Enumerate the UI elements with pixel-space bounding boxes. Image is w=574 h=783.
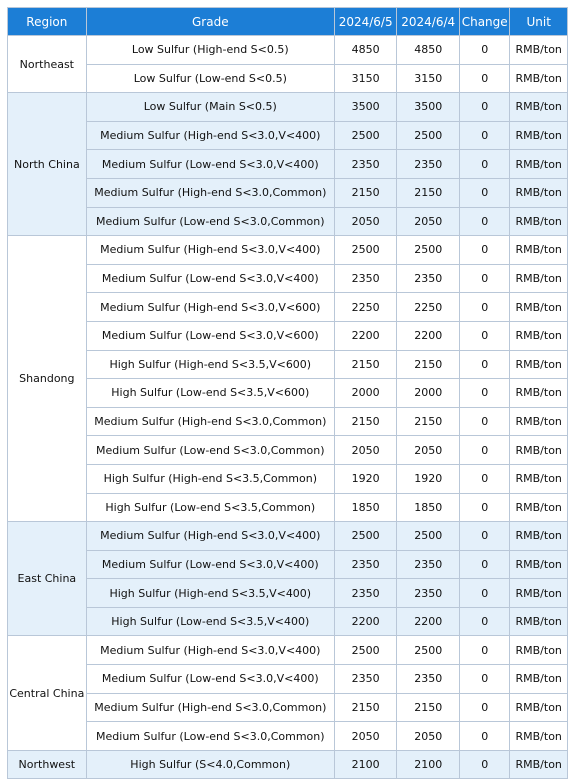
- unit-cell: RMB/ton: [510, 36, 568, 65]
- table-row: [8, 579, 568, 608]
- table-row: [8, 693, 568, 722]
- price-current-cell: 2100: [334, 750, 397, 779]
- grade-cell: Low Sulfur (Low-end S<0.5): [86, 64, 334, 93]
- table-row: [8, 636, 568, 665]
- region-cell: Northeast: [8, 36, 87, 93]
- region-cell: Shandong: [8, 236, 87, 522]
- unit-cell: RMB/ton: [510, 236, 568, 265]
- unit-cell: RMB/ton: [510, 550, 568, 579]
- price-previous-cell: 2500: [397, 636, 460, 665]
- change-cell: 0: [459, 64, 509, 93]
- change-cell: 0: [459, 36, 509, 65]
- grade-cell: Low Sulfur (Main S<0.5): [86, 93, 334, 122]
- price-current-cell: 2350: [334, 264, 397, 293]
- header-grade: Grade: [86, 8, 334, 36]
- table-row: [8, 350, 568, 379]
- unit-cell: RMB/ton: [510, 493, 568, 522]
- price-current-cell: 2050: [334, 722, 397, 751]
- unit-cell: RMB/ton: [510, 722, 568, 751]
- price-previous-cell: 1920: [397, 464, 460, 493]
- grade-cell: Medium Sulfur (High-end S<3.0,V<600): [86, 293, 334, 322]
- price-previous-cell: 2100: [397, 750, 460, 779]
- header-date-current: 2024/6/5: [334, 8, 397, 36]
- table-body: [8, 36, 568, 779]
- change-cell: 0: [459, 665, 509, 694]
- grade-cell: Medium Sulfur (Low-end S<3.0,V<400): [86, 264, 334, 293]
- grade-cell: Medium Sulfur (High-end S<3.0,Common): [86, 693, 334, 722]
- table-row: [8, 379, 568, 408]
- grade-cell: Medium Sulfur (High-end S<3.0,V<400): [86, 121, 334, 150]
- grade-cell: Medium Sulfur (Low-end S<3.0,V<400): [86, 550, 334, 579]
- price-table-container: [7, 7, 568, 779]
- unit-cell: RMB/ton: [510, 150, 568, 179]
- change-cell: 0: [459, 264, 509, 293]
- price-current-cell: 2350: [334, 550, 397, 579]
- header-date-previous: 2024/6/4: [397, 8, 460, 36]
- unit-cell: RMB/ton: [510, 407, 568, 436]
- price-current-cell: 2050: [334, 436, 397, 465]
- grade-cell: High Sulfur (Low-end S<3.5,Common): [86, 493, 334, 522]
- table-row: [8, 207, 568, 236]
- table-row: [8, 93, 568, 122]
- price-current-cell: 3150: [334, 64, 397, 93]
- price-current-cell: 1920: [334, 464, 397, 493]
- price-previous-cell: 1850: [397, 493, 460, 522]
- unit-cell: RMB/ton: [510, 436, 568, 465]
- price-previous-cell: 2050: [397, 207, 460, 236]
- price-current-cell: 1850: [334, 493, 397, 522]
- grade-cell: Medium Sulfur (Low-end S<3.0,Common): [86, 207, 334, 236]
- price-current-cell: 2200: [334, 321, 397, 350]
- table-row: [8, 522, 568, 551]
- unit-cell: RMB/ton: [510, 665, 568, 694]
- unit-cell: RMB/ton: [510, 579, 568, 608]
- grade-cell: Medium Sulfur (Low-end S<3.0,Common): [86, 436, 334, 465]
- price-current-cell: 2500: [334, 522, 397, 551]
- table-row: [8, 407, 568, 436]
- header-region: Region: [8, 8, 87, 36]
- table-row: [8, 464, 568, 493]
- change-cell: 0: [459, 350, 509, 379]
- change-cell: 0: [459, 407, 509, 436]
- price-previous-cell: 2150: [397, 178, 460, 207]
- change-cell: 0: [459, 178, 509, 207]
- price-previous-cell: 3500: [397, 93, 460, 122]
- price-current-cell: 2150: [334, 407, 397, 436]
- grade-cell: High Sulfur (Low-end S<3.5,V<600): [86, 379, 334, 408]
- price-current-cell: 2200: [334, 607, 397, 636]
- change-cell: 0: [459, 579, 509, 608]
- change-cell: 0: [459, 693, 509, 722]
- price-previous-cell: 2350: [397, 264, 460, 293]
- region-cell: Northwest: [8, 750, 87, 779]
- price-current-cell: 4850: [334, 36, 397, 65]
- grade-cell: High Sulfur (High-end S<3.5,Common): [86, 464, 334, 493]
- change-cell: 0: [459, 607, 509, 636]
- table-row: [8, 178, 568, 207]
- price-current-cell: 2150: [334, 178, 397, 207]
- price-previous-cell: 2200: [397, 321, 460, 350]
- price-previous-cell: 2050: [397, 722, 460, 751]
- price-current-cell: 2350: [334, 150, 397, 179]
- price-current-cell: 2350: [334, 579, 397, 608]
- price-previous-cell: 2500: [397, 121, 460, 150]
- unit-cell: RMB/ton: [510, 293, 568, 322]
- unit-cell: RMB/ton: [510, 636, 568, 665]
- price-previous-cell: 2050: [397, 436, 460, 465]
- grade-cell: Medium Sulfur (High-end S<3.0,V<400): [86, 636, 334, 665]
- table-row: [8, 236, 568, 265]
- change-cell: 0: [459, 464, 509, 493]
- price-current-cell: 2150: [334, 693, 397, 722]
- unit-cell: RMB/ton: [510, 750, 568, 779]
- change-cell: 0: [459, 522, 509, 551]
- grade-cell: Medium Sulfur (High-end S<3.0,Common): [86, 407, 334, 436]
- table-row: [8, 150, 568, 179]
- price-current-cell: 3500: [334, 93, 397, 122]
- header-unit: Unit: [510, 8, 568, 36]
- price-current-cell: 2500: [334, 236, 397, 265]
- table-row: [8, 436, 568, 465]
- unit-cell: RMB/ton: [510, 607, 568, 636]
- header-change: Change: [459, 8, 509, 36]
- change-cell: 0: [459, 93, 509, 122]
- table-row: [8, 293, 568, 322]
- price-previous-cell: 2250: [397, 293, 460, 322]
- price-current-cell: 2500: [334, 636, 397, 665]
- table-row: [8, 64, 568, 93]
- change-cell: 0: [459, 550, 509, 579]
- price-previous-cell: 4850: [397, 36, 460, 65]
- price-previous-cell: 2150: [397, 350, 460, 379]
- change-cell: 0: [459, 750, 509, 779]
- price-previous-cell: 2000: [397, 379, 460, 408]
- change-cell: 0: [459, 722, 509, 751]
- grade-cell: Medium Sulfur (High-end S<3.0,Common): [86, 178, 334, 207]
- unit-cell: RMB/ton: [510, 321, 568, 350]
- grade-cell: Medium Sulfur (Low-end S<3.0,V<400): [86, 150, 334, 179]
- unit-cell: RMB/ton: [510, 693, 568, 722]
- price-previous-cell: 3150: [397, 64, 460, 93]
- table-header-row: [8, 8, 568, 36]
- change-cell: 0: [459, 150, 509, 179]
- price-current-cell: 2150: [334, 350, 397, 379]
- region-cell: North China: [8, 93, 87, 236]
- unit-cell: RMB/ton: [510, 121, 568, 150]
- unit-cell: RMB/ton: [510, 93, 568, 122]
- region-cell: East China: [8, 522, 87, 636]
- grade-cell: Medium Sulfur (High-end S<3.0,V<400): [86, 236, 334, 265]
- table-row: [8, 750, 568, 779]
- change-cell: 0: [459, 207, 509, 236]
- table-row: [8, 121, 568, 150]
- table-row: [8, 36, 568, 65]
- price-previous-cell: 2150: [397, 407, 460, 436]
- table-row: [8, 550, 568, 579]
- grade-cell: Medium Sulfur (High-end S<3.0,V<400): [86, 522, 334, 551]
- price-previous-cell: 2350: [397, 550, 460, 579]
- region-cell: Central China: [8, 636, 87, 750]
- grade-cell: High Sulfur (High-end S<3.5,V<600): [86, 350, 334, 379]
- grade-cell: High Sulfur (S<4.0,Common): [86, 750, 334, 779]
- price-previous-cell: 2350: [397, 665, 460, 694]
- grade-cell: Low Sulfur (High-end S<0.5): [86, 36, 334, 65]
- unit-cell: RMB/ton: [510, 207, 568, 236]
- table-row: [8, 665, 568, 694]
- price-previous-cell: 2500: [397, 236, 460, 265]
- unit-cell: RMB/ton: [510, 350, 568, 379]
- change-cell: 0: [459, 236, 509, 265]
- grade-cell: Medium Sulfur (Low-end S<3.0,V<600): [86, 321, 334, 350]
- price-previous-cell: 2150: [397, 693, 460, 722]
- price-previous-cell: 2350: [397, 579, 460, 608]
- change-cell: 0: [459, 321, 509, 350]
- change-cell: 0: [459, 493, 509, 522]
- unit-cell: RMB/ton: [510, 379, 568, 408]
- unit-cell: RMB/ton: [510, 522, 568, 551]
- price-current-cell: 2500: [334, 121, 397, 150]
- price-current-cell: 2350: [334, 665, 397, 694]
- price-previous-cell: 2200: [397, 607, 460, 636]
- table-row: [8, 607, 568, 636]
- price-current-cell: 2000: [334, 379, 397, 408]
- change-cell: 0: [459, 636, 509, 665]
- price-current-cell: 2050: [334, 207, 397, 236]
- change-cell: 0: [459, 379, 509, 408]
- grade-cell: High Sulfur (High-end S<3.5,V<400): [86, 579, 334, 608]
- change-cell: 0: [459, 436, 509, 465]
- table-row: [8, 493, 568, 522]
- unit-cell: RMB/ton: [510, 178, 568, 207]
- change-cell: 0: [459, 293, 509, 322]
- grade-cell: High Sulfur (Low-end S<3.5,V<400): [86, 607, 334, 636]
- price-previous-cell: 2350: [397, 150, 460, 179]
- price-current-cell: 2250: [334, 293, 397, 322]
- unit-cell: RMB/ton: [510, 64, 568, 93]
- table-row: [8, 264, 568, 293]
- grade-cell: Medium Sulfur (Low-end S<3.0,Common): [86, 722, 334, 751]
- unit-cell: RMB/ton: [510, 464, 568, 493]
- grade-cell: Medium Sulfur (Low-end S<3.0,V<400): [86, 665, 334, 694]
- table-row: [8, 722, 568, 751]
- table-row: [8, 321, 568, 350]
- change-cell: 0: [459, 121, 509, 150]
- unit-cell: RMB/ton: [510, 264, 568, 293]
- price-previous-cell: 2500: [397, 522, 460, 551]
- price-table: [7, 7, 568, 779]
